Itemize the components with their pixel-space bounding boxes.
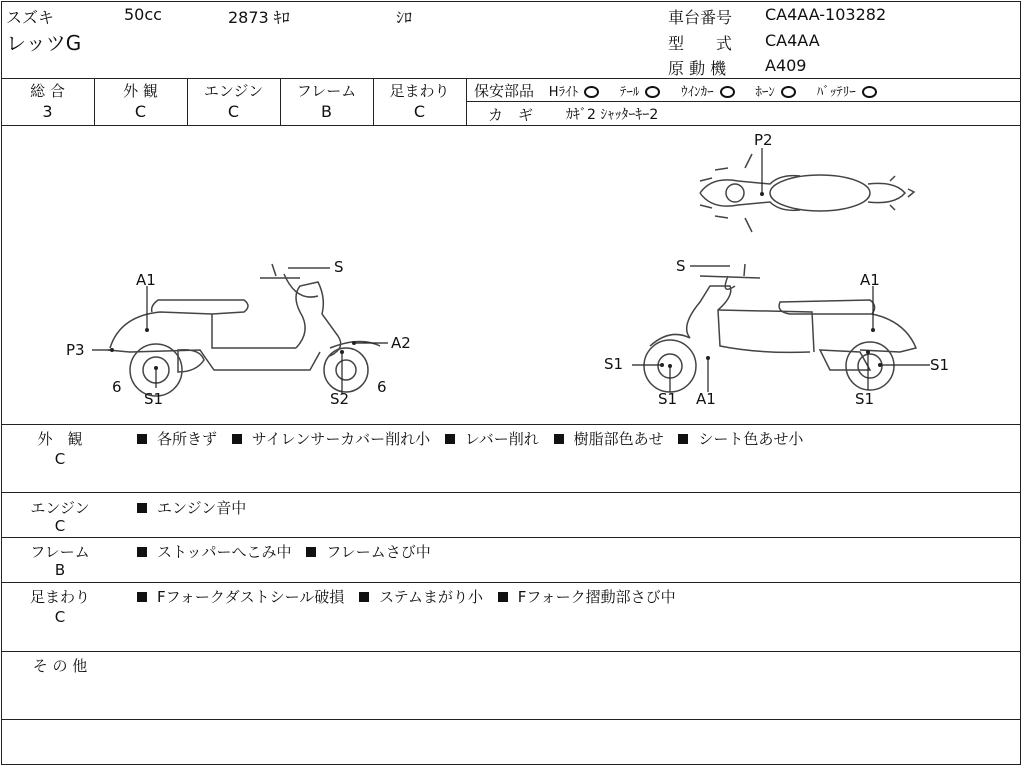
safety-parts-row	[474, 80, 887, 101]
safety-label: 保安部品	[474, 82, 535, 100]
bullet-square-icon	[445, 434, 455, 444]
divider	[1, 492, 1021, 493]
scooter-top-view	[700, 154, 914, 232]
remark-label-suspension: 足まわり	[29, 588, 90, 606]
remark-item: Fフォークダストシール破損	[137, 586, 344, 607]
remark-grade-exterior: C	[54, 450, 66, 468]
remark-item: 樹脂部色あせ	[554, 428, 664, 449]
grade-label-frame: フレーム	[296, 82, 357, 100]
label-right-a1-bottom: A1	[696, 390, 716, 408]
bullet-square-icon	[498, 592, 508, 602]
remark-items-exterior	[137, 428, 813, 449]
safety-item-tail: ﾃｰﾙ	[620, 81, 661, 100]
divider	[1, 537, 1021, 538]
safety-item-battery: ﾊﾞｯﾃﾘｰ	[817, 81, 877, 100]
body-color: ｼﾛ	[396, 8, 413, 27]
label-right-a1: A1	[860, 271, 880, 289]
grade-label-overall: 総 合	[30, 82, 65, 100]
grade-label-suspension: 足まわり	[389, 82, 450, 100]
label-left-a2: A2	[391, 334, 411, 352]
grade-value-overall: 3	[42, 102, 53, 121]
bullet-square-icon	[137, 503, 147, 513]
frame-no-label: 車台番号	[668, 8, 733, 27]
remark-items-frame	[137, 541, 441, 562]
frame-no: CA4AA-103282	[765, 5, 887, 24]
divider	[1, 651, 1021, 652]
remark-grade-engine: C	[54, 517, 66, 535]
label-right-s1-bottom1: S1	[658, 390, 678, 408]
divider	[1, 719, 1021, 720]
remark-item: フレームさび中	[306, 541, 430, 562]
label-left-s: S	[334, 258, 344, 276]
ok-circle-icon	[862, 86, 877, 98]
bullet-square-icon	[554, 434, 564, 444]
divider	[1, 424, 1021, 425]
type-label: 型 式	[668, 34, 733, 53]
mileage: 2873 ｷﾛ	[228, 8, 290, 27]
label-right-s: S	[676, 257, 686, 275]
remark-grade-suspension: C	[54, 608, 66, 626]
engine-value: A409	[765, 56, 807, 75]
damage-diagram	[0, 126, 1022, 424]
ok-circle-icon	[584, 86, 599, 98]
bullet-square-icon	[359, 592, 369, 602]
bullet-square-icon	[306, 547, 316, 557]
ok-circle-icon	[781, 86, 796, 98]
label-right-s1-right: S1	[930, 356, 950, 374]
remark-item: 各所きず	[137, 428, 217, 449]
bullet-square-icon	[232, 434, 242, 444]
remark-item: レバー削れ	[445, 428, 539, 449]
label-p2: P2	[754, 131, 773, 149]
grade-label-exterior: 外 観	[123, 82, 158, 100]
divider	[466, 101, 1021, 102]
grade-value-engine: C	[227, 102, 240, 121]
label-left-p3: P3	[66, 341, 85, 359]
engine-label: 原 動 機	[668, 59, 727, 78]
model-name: レッツG	[6, 31, 82, 55]
remark-item: シート色あせ小	[678, 428, 803, 449]
label-left-s1: S1	[144, 390, 164, 408]
divider	[466, 78, 467, 125]
displacement: 50cc	[124, 5, 162, 24]
key-label: カ ギ	[488, 106, 534, 124]
remark-item: サイレンサーカバー削れ小	[232, 428, 430, 449]
remark-item: ステムまがり小	[359, 586, 483, 607]
remark-label-other: そ の 他	[32, 657, 88, 675]
bullet-square-icon	[137, 434, 147, 444]
divider	[1, 78, 1021, 79]
remark-item: エンジン音中	[137, 497, 246, 518]
grade-value-suspension: C	[413, 102, 426, 121]
safety-item-headlight: Hﾗｲﾄ	[549, 81, 599, 100]
safety-item-horn: ﾎｰﾝ	[755, 81, 796, 100]
ok-circle-icon	[720, 86, 735, 98]
ok-circle-icon	[645, 86, 660, 98]
label-left-6a: 6	[112, 378, 122, 396]
remark-items-engine	[137, 497, 256, 518]
bullet-square-icon	[678, 434, 688, 444]
label-right-s1-bottom2: S1	[855, 390, 875, 408]
label-left-a1: A1	[136, 271, 156, 289]
grade-label-engine: エンジン	[203, 82, 264, 100]
safety-item-winker: ｳｲﾝｶｰ	[681, 81, 735, 100]
type-value: CA4AA	[765, 31, 820, 50]
key-value: ｶｷﾞ2 ｼｬｯﾀｰｷｰ2	[566, 107, 659, 123]
divider	[1, 582, 1021, 583]
remark-grade-frame: B	[54, 561, 66, 579]
bullet-square-icon	[137, 547, 147, 557]
maker-name: スズキ	[6, 8, 55, 27]
remark-label-frame: フレーム	[30, 543, 90, 561]
bullet-square-icon	[137, 592, 147, 602]
remark-label-engine: エンジン	[30, 499, 90, 517]
grade-value-frame: B	[321, 102, 332, 121]
remark-item: ストッパーへこみ中	[137, 541, 292, 562]
label-right-s1-left: S1	[604, 355, 624, 373]
label-left-s2: S2	[330, 390, 350, 408]
remark-label-exterior: 外 観	[37, 430, 83, 448]
remark-item: Fフォーク摺動部さび中	[498, 586, 676, 607]
grade-value-exterior: C	[134, 102, 147, 121]
label-left-6b: 6	[377, 378, 387, 396]
remark-items-suspension	[137, 586, 686, 607]
